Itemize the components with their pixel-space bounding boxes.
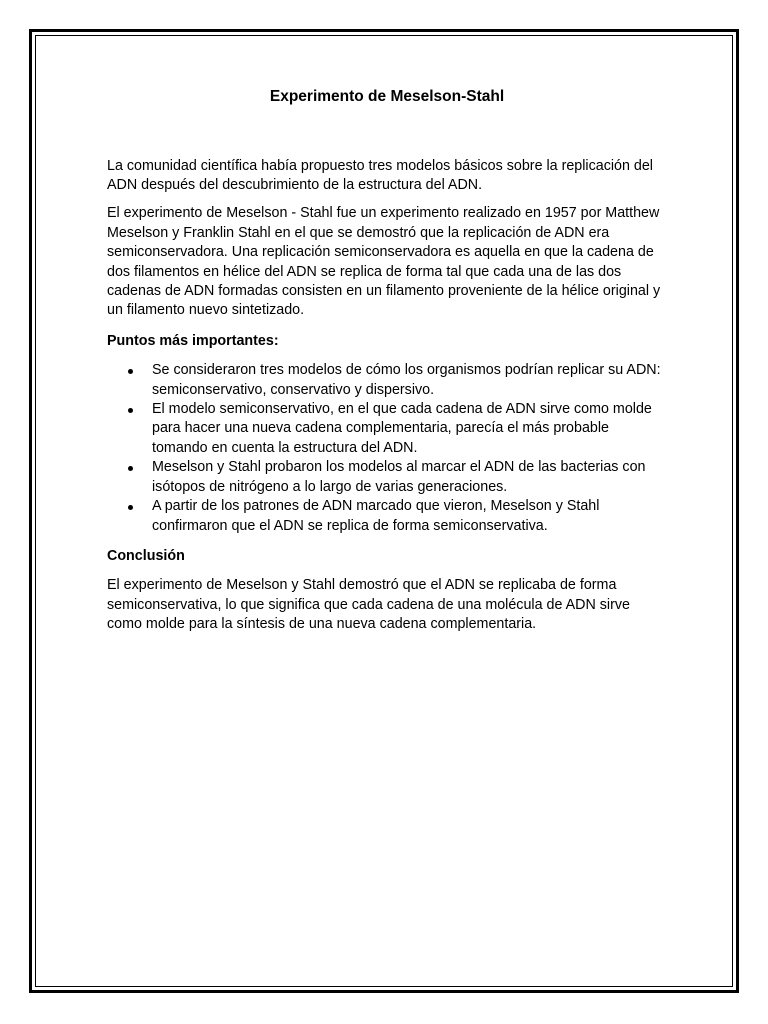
bullet-icon [128,466,133,471]
list-item [107,361,667,400]
list-item [107,458,667,497]
key-points-list [107,361,667,536]
document-body [107,88,667,644]
conclusion-paragraph: El experimento de Meselson y Stahl demostró que el ADN se replicaba de forma semiconservativa, lo que significa que cada cadena de una molécula de ADN sirve como molde para la síntesis de una nueva cadena complementaria. [107,577,630,633]
list-item-text: Meselson y Stahl probaron los modelos al marcar el ADN de las bacterias con isótopos de nitrógeno a lo largo de varias generaciones. [152,459,646,495]
list-item-text: A partir de los patrones de ADN marcado que vieron, Meselson y Stahl confirmaron que el ADN se replica de forma semiconservativa. [152,498,600,534]
document-title: Experimento de Meselson-Stahl [269,88,505,105]
key-points-heading: Puntos más importantes: [107,332,279,349]
list-item [107,400,667,458]
conclusion-heading: Conclusión [107,547,185,564]
bullet-icon [128,369,133,374]
list-item-text: El modelo semiconservativo, en el que cada cadena de ADN sirve como molde para hacer una nueva cadena complementaria, parecía el más probable tomando en cuenta la estructura del ADN. [152,401,652,456]
intro-paragraph: La comunidad científica había propuesto tres modelos básicos sobre la replicación del ADN después del descubrimiento de la estructura del ADN. [107,157,653,193]
experiment-paragraph: El experimento de Meselson - Stahl fue un experimento realizado en 1957 por Matthew Meselson y Franklin Stahl en el que se demostró que la replicación de ADN era semiconservadora. Una replicación semiconservadora es aquella en que la cadena de dos filamentos en hélice del ADN se replica de forma tal que cada una de las dos cadenas de ADN formadas consisten en un filamento proveniente de la hélice original y un filamento nuevo sintetizado. [107,205,661,319]
bullet-icon [128,505,133,510]
bullet-icon [128,408,133,413]
list-item [107,497,667,536]
list-item-text: Se consideraron tres modelos de cómo los organismos podrían replicar su ADN: semiconservativo, conservativo y dispersivo. [152,362,661,398]
